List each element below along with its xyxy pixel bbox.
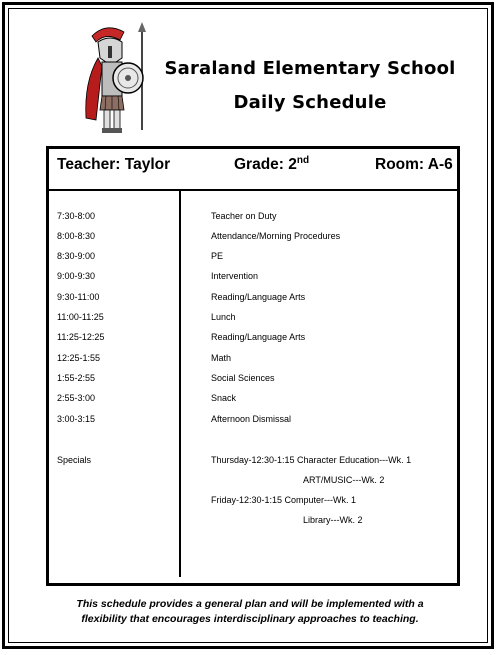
specials-line: Library---Wk. 2	[303, 515, 363, 525]
time-cell: 11:25-12:25	[57, 332, 105, 342]
activity-cell: Math	[211, 353, 232, 363]
footer-line: This schedule provides a general plan and will be implemented with a	[76, 598, 424, 610]
specials-label: Specials	[57, 455, 92, 465]
activity-cell: Snack	[211, 393, 237, 403]
footer-note	[30, 597, 470, 627]
activity-cell: Afternoon Dismissal	[211, 414, 292, 424]
room-label: Room: A-6	[375, 156, 453, 173]
time-cell: 8:30-9:00	[57, 251, 96, 261]
activity-cell: Reading/Language Arts	[211, 292, 306, 302]
school-name: Saraland Elementary School	[164, 58, 456, 79]
activity-cell: Intervention	[211, 271, 259, 281]
specials-line: ART/MUSIC---Wk. 2	[303, 475, 385, 485]
activity-cell: Reading/Language Arts	[211, 332, 306, 342]
time-cell: 12:25-1:55	[57, 353, 101, 363]
teacher-label: Teacher: Taylor	[57, 156, 171, 173]
time-cell: 1:55-2:55	[57, 373, 96, 383]
activity-cell: Teacher on Duty	[211, 211, 277, 221]
time-cell: 2:55-3:00	[57, 393, 96, 403]
activity-cell: Attendance/Morning Procedures	[211, 231, 341, 241]
time-cell: 3:00-3:15	[57, 414, 96, 424]
footer-line: flexibility that encourages interdisciplinary approaches to teaching.	[81, 613, 419, 625]
schedule-table	[46, 146, 460, 586]
specials-line: Friday-12:30-1:15 Computer---Wk. 1	[211, 495, 357, 505]
info-row	[49, 149, 457, 191]
grade-text: Grade: 2	[234, 156, 297, 173]
specials-line: Thursday-12:30-1:15 Character Education---Wk. 1	[211, 455, 412, 465]
activity-cell: Lunch	[211, 312, 236, 322]
time-cell: 9:00-9:30	[57, 271, 96, 281]
time-cell: 11:00-11:25	[57, 312, 104, 322]
spartan-warrior-icon	[72, 22, 162, 140]
time-cell: 8:00-8:30	[57, 231, 96, 241]
page-title: Daily Schedule	[233, 92, 387, 113]
time-cell: 7:30-8:00	[57, 211, 96, 221]
time-cell: 9:30-11:00	[57, 292, 100, 302]
grade-suffix: nd	[296, 154, 310, 166]
activity-cell: PE	[211, 251, 224, 261]
column-divider	[179, 191, 181, 577]
activity-cell: Social Sciences	[211, 373, 275, 383]
grade-label	[234, 156, 309, 174]
